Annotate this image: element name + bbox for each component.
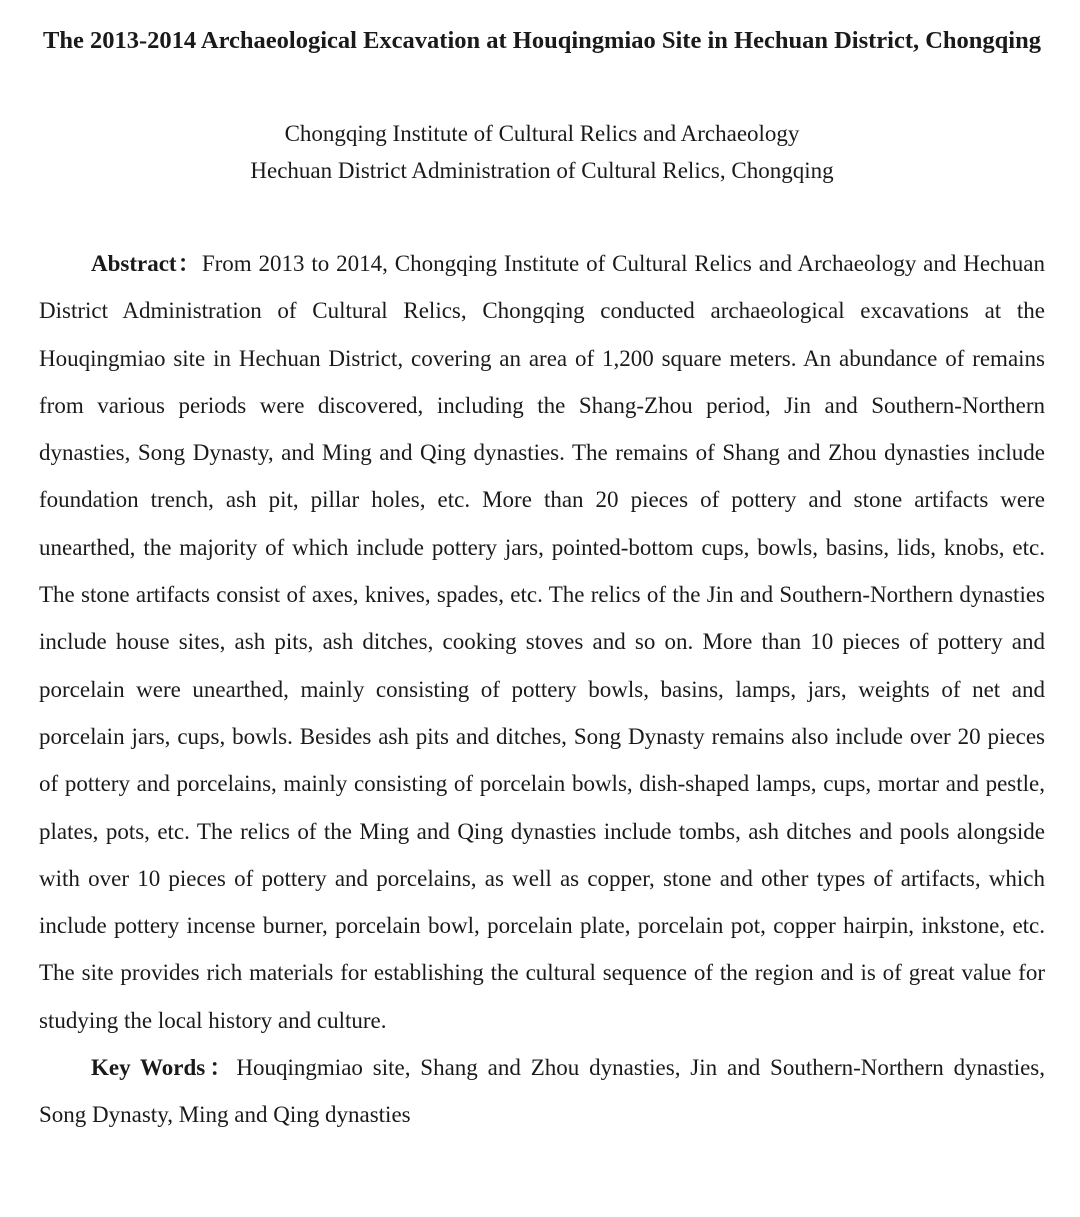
keywords-paragraph [39, 1044, 1045, 1139]
keywords-label: Key Words： [91, 1055, 237, 1081]
abstract-paragraph [39, 240, 1045, 1044]
affiliation-1: Chongqing Institute of Cultural Relics and Archaeology [284, 121, 800, 146]
keywords-text: Houqingmiao site, Shang and Zhou dynasties, Jin and Southern-Northern dynasties, Song Dynasty, Ming and Qing dynasties [39, 1055, 1045, 1128]
affiliation-2: Hechuan District Administration of Cultural Relics, Chongqing [250, 158, 834, 183]
paper-title: The 2013-2014 Archaeological Excavation at Houqingmiao Site in Hechuan District, Chongqing [43, 27, 1041, 54]
affiliation-list [39, 115, 1045, 189]
abstract-label: Abstract： [91, 251, 202, 276]
paper-page [39, 22, 1045, 1139]
abstract-text: From 2013 to 2014, Chongqing Institute of Cultural Relics and Archaeology and Hechuan District Administration of Cultural Relics, Chongqing conducted archaeological excavations at the Houqingmiao site in Hechuan District, covering an area of 1,200 square meters. An abundance of remains from various periods were discovered, including the Shang-Zhou period, Jin and Southern-Northern dynasties, Song Dynasty, and Ming and Qing dynasties. The remains of Shang and Zhou dynasties include foundation trench, ash pit, pillar holes, etc. More than 20 pieces of pottery and stone artifacts were unearthed, the majority of which include pottery jars, pointed-bottom cups, bowls, basins, lids, knobs, etc. The stone artifacts consist of axes, knives, spades, etc. The relics of the Jin and Southern-Northern dynasties include house sites, ash pits, ash ditches, cooking stoves and so on. More than 10 pieces of pottery and porcelain were unearthed, mainly consisting of pottery bowls, basins, lamps, jars, weights of net and porcelain jars, cups, bowls. Besides ash pits and ditches, Song Dynasty remains also include over 20 pieces of pottery and porcelains, mainly consisting of porcelain bowls, dish-shaped lamps, cups, mortar and pestle, plates, pots, etc. The relics of the Ming and Qing dynasties include tombs, ash ditches and pools alongside with over 10 pieces of pottery and porcelains, as well as copper, stone and other types of artifacts, which include pottery incense burner, porcelain bowl, porcelain plate, porcelain pot, copper hairpin, inkstone, etc. The site provides rich materials for establishing the cultural sequence of the region and is of great value for studying the local history and culture. [39, 251, 1045, 1033]
